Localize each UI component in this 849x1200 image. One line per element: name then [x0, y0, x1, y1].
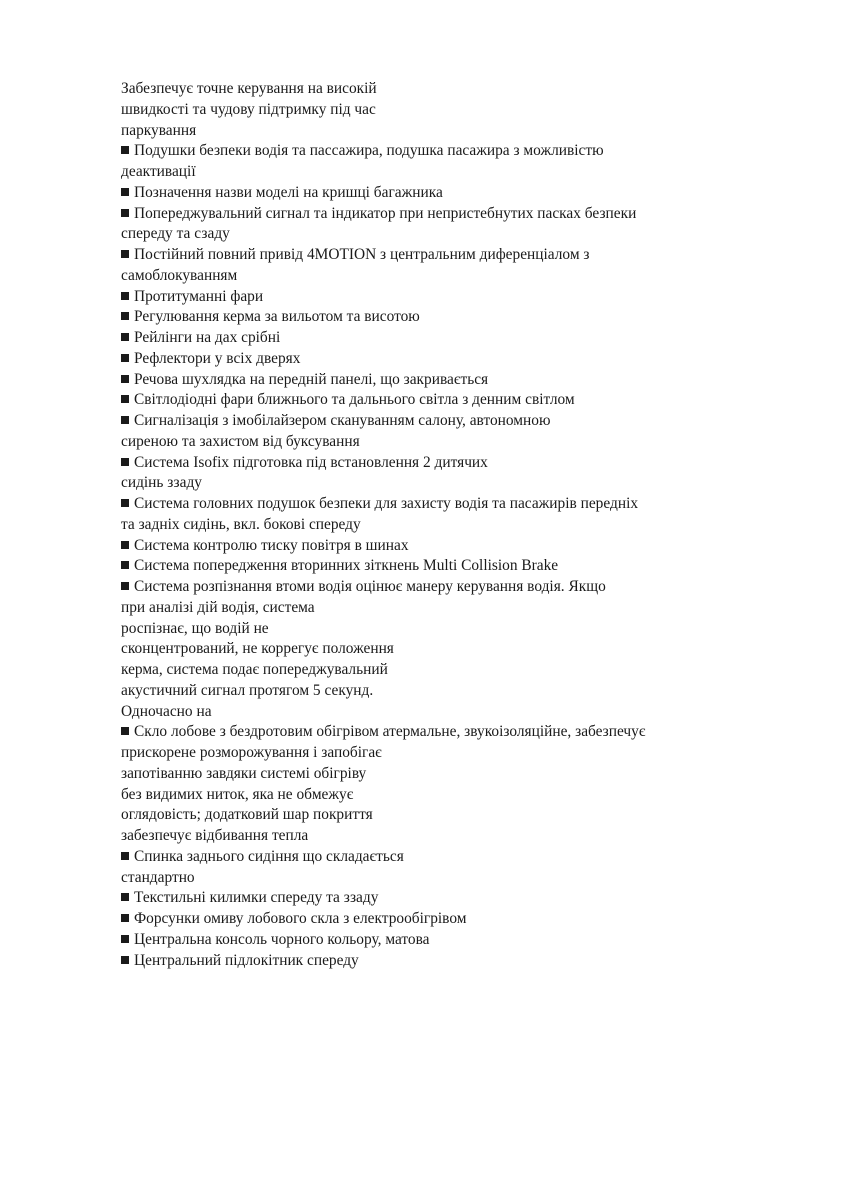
text-line: [121, 764, 741, 785]
square-bullet-icon: [121, 561, 129, 569]
line-text: акустичний сигнал протягом 5 секунд.: [121, 681, 374, 699]
line-text: сиреною та захистом від буксування: [121, 432, 360, 450]
line-text: Одночасно на: [121, 702, 212, 720]
line-text: Позначення назви моделі на кришці багажника: [134, 183, 443, 201]
line-text: Рейлінги на дах срібні: [134, 329, 281, 346]
line-text: Центральна консоль чорного кольору, матова: [134, 930, 430, 948]
line-text: деактивації: [121, 163, 196, 180]
square-bullet-icon: [121, 541, 129, 549]
square-bullet-icon: [121, 312, 129, 320]
square-bullet-icon: [121, 727, 129, 735]
line-text: при аналізі дій водія, система: [121, 598, 315, 616]
line-text: Система головних подушок безпеки для захисту водія та пасажирів передніх: [134, 495, 639, 512]
text-line: [121, 224, 741, 245]
line-text: Текстильні килимки спереду та ззаду: [134, 889, 379, 907]
square-bullet-icon: [121, 935, 129, 943]
bullet-list-item: [121, 370, 741, 391]
square-bullet-icon: [121, 458, 129, 466]
line-text: стандартно: [121, 868, 195, 886]
text-line: [121, 743, 741, 764]
line-text: Речова шухлядка на передній панелі, що закривається: [134, 370, 489, 388]
square-bullet-icon: [121, 209, 129, 217]
square-bullet-icon: [121, 375, 129, 383]
bullet-list-item: [121, 536, 741, 557]
square-bullet-icon: [121, 146, 129, 154]
text-line: [121, 100, 741, 121]
bullet-list-item: [121, 909, 741, 930]
bullet-list-item: [121, 349, 741, 370]
square-bullet-icon: [121, 354, 129, 362]
square-bullet-icon: [121, 956, 129, 964]
line-text: та задніх сидінь, вкл. бокові спереду: [121, 515, 361, 533]
line-text: швидкості та чудову підтримку під час: [121, 100, 376, 118]
bullet-list-item: [121, 390, 741, 411]
text-line: [121, 785, 741, 806]
line-text: сконцентрований, не коррегує положення: [121, 640, 394, 658]
line-text: Сигналізація з імобілайзером скануванням салону, автономною: [134, 412, 551, 429]
text-line: [121, 619, 741, 640]
text-line: [121, 432, 741, 453]
text-line: [121, 121, 741, 142]
square-bullet-icon: [121, 893, 129, 901]
line-text: Система Isofix підготовка під встановлення 2 дитячих: [134, 453, 488, 471]
bullet-list-item: [121, 307, 741, 328]
bullet-list-item: [121, 453, 741, 474]
text-line: [121, 681, 741, 702]
square-bullet-icon: [121, 914, 129, 922]
document-body: [121, 79, 741, 971]
bullet-list-item: [121, 328, 741, 349]
bullet-list-item: [121, 888, 741, 909]
square-bullet-icon: [121, 333, 129, 341]
bullet-list-item: [121, 577, 741, 598]
line-text: Регулювання керма за вильотом та висотою: [134, 308, 420, 326]
line-text: паркування: [121, 121, 197, 139]
text-line: [121, 805, 741, 826]
line-text: запотіванню завдяки системі обігріву: [121, 764, 367, 782]
line-text: забезпечує відбивання тепла: [121, 827, 309, 844]
line-text: самоблокуванням: [121, 266, 238, 284]
line-text: Подушки безпеки водія та пассажира, подушка пасажира з можливістю: [134, 142, 604, 160]
square-bullet-icon: [121, 292, 129, 300]
line-text: Світлодіодні фари ближнього та дальнього світла з денним світлом: [134, 391, 575, 409]
text-line: [121, 639, 741, 660]
line-text: прискорене розморожування і запобігає: [121, 744, 382, 761]
line-text: Постійний повний привід 4MOTION з центральним диференціалом з: [134, 246, 590, 263]
line-text: спереду та сзаду: [121, 225, 230, 243]
line-text: Система розпізнання втоми водія оцінює манеру керування водія. Якщо: [134, 578, 606, 595]
bullet-list-item: [121, 494, 741, 515]
line-text: Забезпечує точне керування на високій: [121, 80, 377, 97]
square-bullet-icon: [121, 250, 129, 258]
text-line: [121, 266, 741, 287]
text-line: [121, 515, 741, 536]
square-bullet-icon: [121, 499, 129, 507]
square-bullet-icon: [121, 416, 129, 424]
bullet-list-item: [121, 411, 741, 432]
line-text: оглядовість; додатковий шар покриття: [121, 806, 373, 824]
square-bullet-icon: [121, 395, 129, 403]
text-line: [121, 79, 741, 100]
bullet-list-item: [121, 183, 741, 204]
square-bullet-icon: [121, 582, 129, 590]
bullet-list-item: [121, 287, 741, 308]
line-text: Рефлектори у всіх дверях: [134, 349, 301, 367]
line-text: сидінь ззаду: [121, 474, 202, 492]
bullet-list-item: [121, 930, 741, 951]
bullet-list-item: [121, 141, 741, 162]
text-line: [121, 660, 741, 681]
bullet-list-item: [121, 204, 741, 225]
bullet-list-item: [121, 245, 741, 266]
line-text: Система попередження вторинних зіткнень Multi Collision Brake: [134, 557, 559, 575]
bullet-list-item: [121, 951, 741, 972]
text-line: [121, 826, 741, 847]
square-bullet-icon: [121, 188, 129, 196]
line-text: Форсунки омиву лобового скла з електрообігрівом: [134, 910, 467, 927]
text-line: [121, 868, 741, 889]
line-text: Центральний підлокітник спереду: [134, 951, 359, 969]
bullet-list-item: [121, 556, 741, 577]
line-text: Спинка заднього сидіння що складається: [134, 847, 404, 865]
text-line: [121, 473, 741, 494]
bullet-list-item: [121, 847, 741, 868]
text-line: [121, 598, 741, 619]
square-bullet-icon: [121, 852, 129, 860]
line-text: Система контролю тиску повітря в шинах: [134, 536, 409, 554]
text-line: [121, 162, 741, 183]
line-text: без видимих ниток, яка не обмежує: [121, 785, 354, 803]
line-text: роспізнає, що водій не: [121, 619, 269, 637]
line-text: Попереджувальний сигнал та індикатор при непристебнутих пасках безпеки: [134, 204, 637, 222]
line-text: Протитуманні фари: [134, 287, 264, 305]
text-line: [121, 702, 741, 723]
bullet-list-item: [121, 722, 741, 743]
line-text: Скло лобове з бездротовим обігрівом атермальне, звукоізоляційне, забезпечує: [134, 723, 646, 741]
line-text: керма, система подає попереджувальний: [121, 661, 388, 678]
